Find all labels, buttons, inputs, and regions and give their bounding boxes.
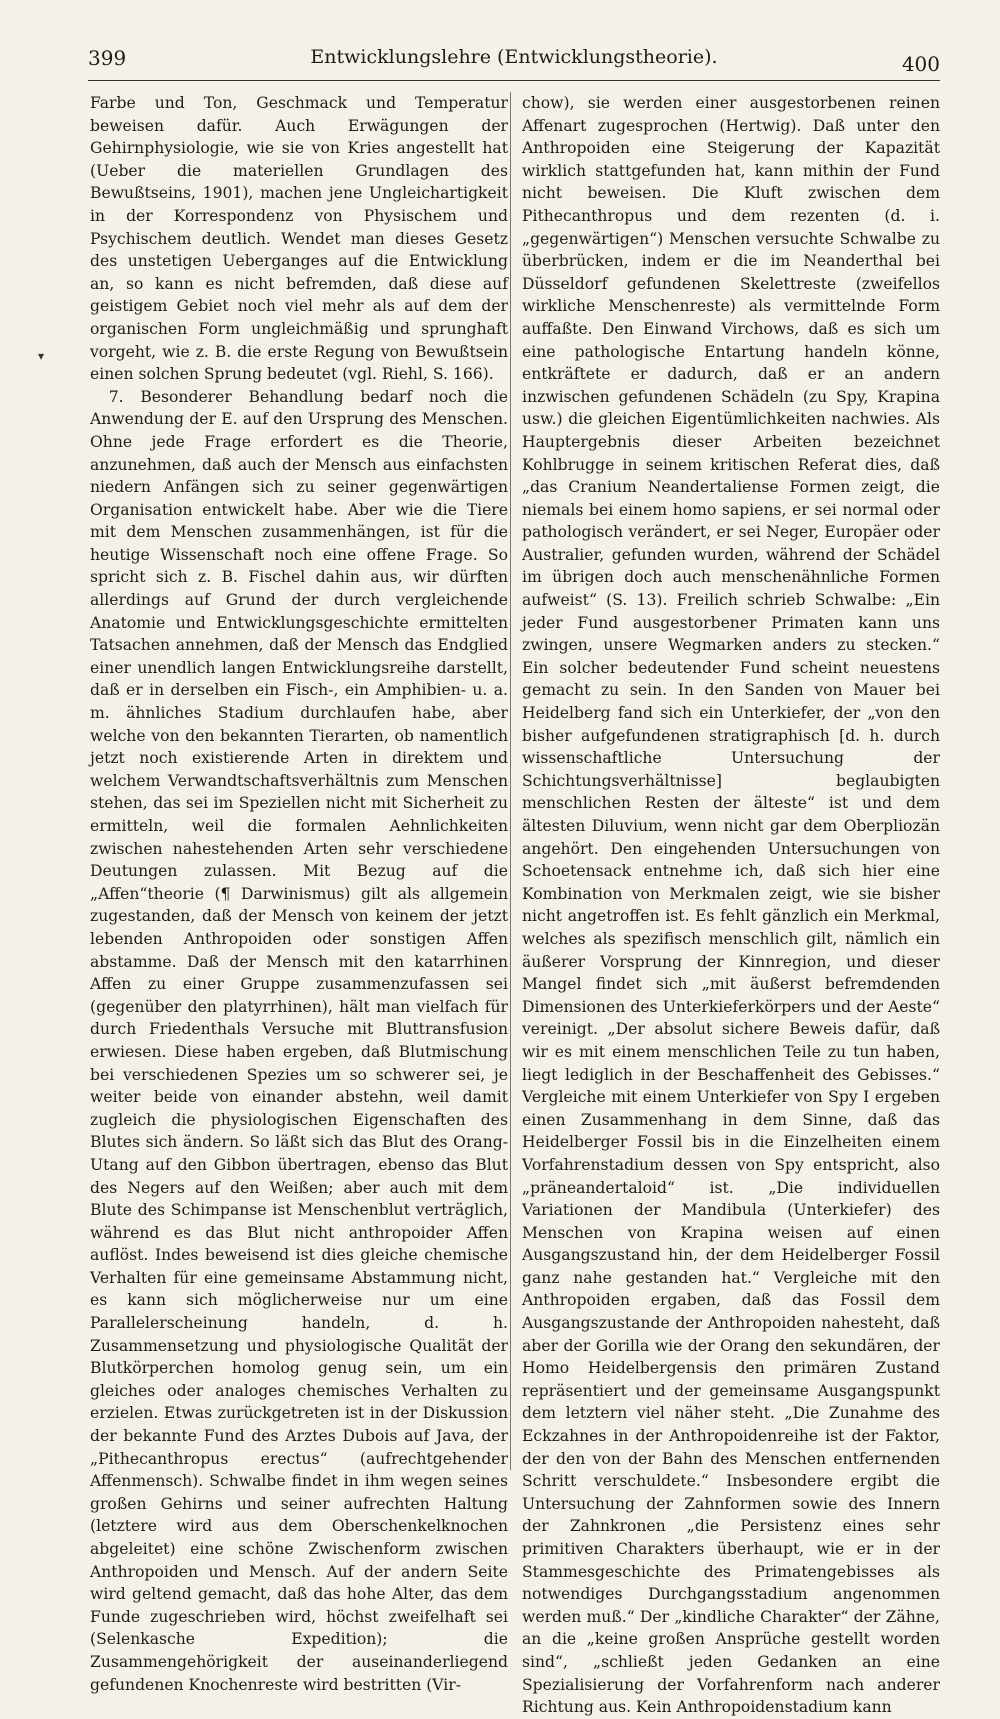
left-paragraph-1: Farbe und Ton, Geschmack und Temperatur beweisen dafür. Auch Erwägungen der Gehirnphysiologie, wie sie von Kries angestellt hat (Ueber die materiellen Grundlagen des Bewußtseins, 1901), machen jene Ungleichartigkeit in der Korrespondenz von Physischem und Psychischem deutlich. Wendet man dieses Gesetz des unstetigen Ueberganges auf die Entwicklung an, so kann es nicht befremden, daß diese auf geistigem Gebiet noch viel mehr als auf dem der organischen Form ungleichmäßig und sprunghaft vorgeht, wie z. B. die erste Regung von Bewußtsein einen solchen Sprung bedeutet (vgl. Riehl, S. 166).: [90, 94, 508, 384]
page-header: [88, 44, 940, 78]
left-column: [90, 92, 508, 1694]
right-column: [522, 92, 940, 1717]
page-number-left: 399: [88, 46, 127, 70]
column-divider: [510, 92, 511, 1470]
margin-mark: ▾: [38, 349, 45, 363]
left-paragraph-2: 7. Besonderer Behandlung bedarf noch die Anwendung der E. auf den Ursprung des Menschen. Ohne jede Frage erfordert es die Theorie, anzunehmen, daß auch der Mensch aus einfachsten niedern Anfängen sich zu seiner gegenwärtigen Organisation entwickelt habe. Aber wie die Tiere mit dem Menschen zusammenhängen, ist für die heutige Wissenschaft noch eine offene Frage. So spricht sich z. B. Fischel dahin aus, wir dürften allerdings auf Grund der durch vergleichende Anatomie und Entwicklungsgeschichte ermittelten Tatsachen annehmen, daß der Mensch das Endglied einer unendlich langen Entwicklungsreihe darstellt, daß er in derselben ein Fisch-, ein Amphibien- u. a. m. ähnliches Stadium durchlaufen habe, aber welche von den bekannten Tierarten, ob namentlich jetzt noch existierende Arten in direktem und welchem Verwandtschaftsverhältnis zum Menschen stehen, das sei im Speziellen nicht mit Sicherheit zu ermitteln, weil die formalen Aehnlichkeiten zwischen nahestehenden Arten sehr verschiedene Deutungen zulassen. Mit Bezug auf die „Affen“theorie (¶ Darwinismus) gilt als allgemein zugestanden, daß der Mensch von keinem der jetzt lebenden Anthropoiden oder sonstigen Affen abstamme. Daß der Mensch mit den katarrhinen Affen zu einer Gruppe zusammenzufassen sei (gegenüber den platyrrhinen), hält man vielfach für durch Friedenthals Versuche mit Bluttransfusion erwiesen. Diese haben ergeben, daß Blutmischung bei verschiedenen Spezies um so schwerer sei, je weiter beide von einander abstehn, weil damit zugleich die physiologischen Eigenschaften des Blutes sich ändern. So läßt sich das Blut des Orang-Utang auf den Gibbon übertragen, ebenso das Blut des Negers auf den Weißen; aber auch mit dem Blute des Schimpanse ist Menschenblut verträglich, während es das Blut nicht anthropoider Affen auflöst. Indes beweisend ist dies gleiche chemische Verhalten für eine gemeinsame Abstammung nicht, es kann sich möglicherweise nur um eine Parallelerscheinung handeln, d. h. Zusammensetzung und physiologische Qualität der Blutkörperchen homolog genug sein, um ein gleiches oder analoges chemisches Verhalten zu erzielen. Etwas zurückgetreten ist in der Diskussion der bekannte Fund des Arztes Dubois auf Java, der „Pithecanthropus erectus“ (aufrechtgehender Affenmensch). Schwalbe findet in ihm wegen seines großen Gehirns und seiner aufrechten Haltung (letztere wird aus dem Oberschenkelknochen abgeleitet) eine schöne Zwischenform zwischen Anthropoiden und Mensch. Auf der andern Seite wird geltend gemacht, daß das hohe Alter, das dem Funde zugeschrieben wird, höchst zweifelhaft sei (Selenkasche Expedition); die Zusammengehörigkeit der auseinanderliegend gefundenen Knochenreste wird bestritten (Vir-: [90, 387, 508, 1694]
right-paragraph-1: chow), sie werden einer ausgestorbenen reinen Affenart zugesprochen (Hertwig). Daß unter den Anthropoiden eine Steigerung der Kapazität wirklich stattgefunden hat, kann mithin der Fund nicht beweisen. Die Kluft zwischen dem Pithecanthropus und dem rezenten (d. i. „gegenwärtigen“) Menschen versuchte Schwalbe zu überbrücken, indem er die im Neanderthal bei Düsseldorf gefundenen Skelettreste (zweifellos wirkliche Menschenreste) als vermittelnde Form auffaßte. Den Einwand Virchows, daß es sich um eine pathologische Entartung handeln könne, entkräftete er dadurch, daß er an andern inzwischen gefundenen Schädeln (zu Spy, Krapina usw.) die gleichen Eigentümlichkeiten nachwies. Als Hauptergebnis dieser Arbeiten bezeichnet Kohlbrugge in seinem kritischen Referat dies, daß „das Cranium Neandertaliense Formen zeigt, die niemals bei einem homo sapiens, er sei normal oder pathologisch verändert, er sei Neger, Europäer oder Australier, gefunden wurden, während der Schädel im übrigen doch auch menschenähnliche Formen aufweist“ (S. 13). Freilich schrieb Schwalbe: „Ein jeder Fund ausgestorbener Primaten kann uns zwingen, unsere Wegmarken anders zu stecken.“ Ein solcher bedeutender Fund scheint neuestens gemacht zu sein. In den Sanden von Mauer bei Heidelberg fand sich ein Unterkiefer, der „von den bisher aufgefundenen stratigraphisch [d. h. durch wissenschaftliche Untersuchung der Schichtungsverhältnisse] beglaubigten menschlichen Resten der älteste“ ist und dem ältesten Diluvium, wenn nicht gar dem Oberpliozän angehört. Den eingehenden Untersuchungen von Schoetensack entnehme ich, daß sich hier eine Kombination von Merkmalen zeigt, wie sie bisher nicht angetroffen ist. Es fehlt gänzlich ein Merkmal, welches als spezifisch menschlich gilt, nämlich ein äußerer Vorsprung der Kinnregion, und dieser Mangel findet sich „mit äußerst befremdenden Dimensionen des Unterkieferkörpers und der Aeste“ vereinigt. „Der absolut sichere Beweis dafür, daß wir es mit einem menschlichen Teile zu tun haben, liegt lediglich in der Beschaffenheit des Gebisses.“ Vergleiche mit einem Unterkiefer von Spy I ergeben einen Zusammenhang in dem Sinne, daß das Heidelberger Fossil bis in die Einzelheiten einem Vorfahrenstadium dessen von Spy entspricht, also „präneandertaloid“ ist. „Die individuellen Variationen der Mandibula (Unterkiefer) des Menschen von Krapina weisen auf einen Ausgangszustand hin, der dem Heidelberger Fossil ganz nahe gestanden hat.“ Vergleiche mit den Anthropoiden ergaben, daß das Fossil dem Ausgangszustande der Anthropoiden nahesteht, daß aber der Gorilla wie der Orang den sekundären, der Homo Heidelbergensis den primären Zustand repräsentiert und der gemeinsame Ausgangspunkt dem letztern viel näher steht. „Die Zunahme des Eckzahnes in der Anthropoidenreihe ist der Faktor, der den von der Bahn des Menschen entfernenden Schritt verschuldete.“ Insbesondere ergibt die Untersuchung der Zahnformen sowie des Innern der Zahnkronen „die Persistenz eines sehr primitiven Charakters überhaupt, wie er in der Stammesgeschichte des Primatengebisses als notwendiges Durchgangsstadium angenommen werden muß.“ Der „kindliche Charakter“ der Zähne, an die „keine großen Ansprüche gestellt worden sind“, „schließt jeden Gedanken an eine Spezialisierung der Vorfahrenform nach anderer Richtung aus. Kein Anthropoidenstadium kann: [522, 94, 940, 1717]
page-number-right: 400: [901, 52, 940, 76]
header-rule: [88, 80, 940, 81]
running-title: Entwicklungslehre (Entwicklungstheorie).: [310, 46, 718, 68]
